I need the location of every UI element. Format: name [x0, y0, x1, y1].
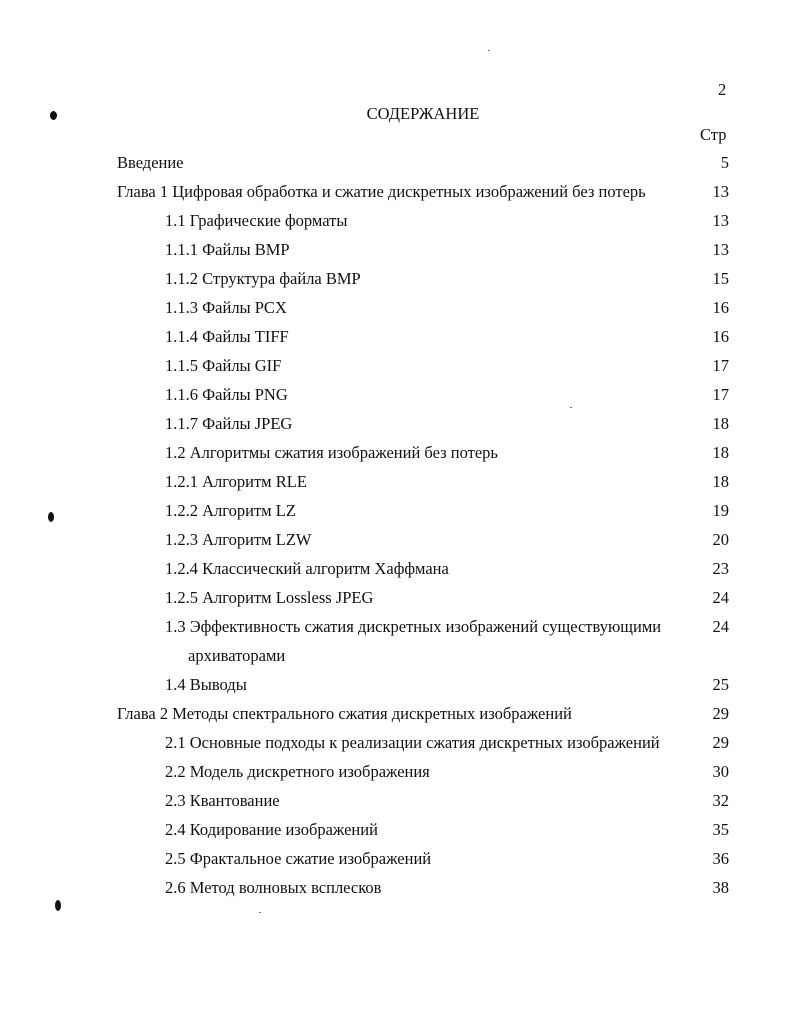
- toc-entry-title: 1.2 Алгоритмы сжатия изображений без потерь: [165, 443, 498, 462]
- toc-entry-page: 20: [712, 530, 729, 549]
- toc-entry-title: 1.4 Выводы: [165, 675, 247, 694]
- toc-entry-title-continuation: архиваторами: [188, 646, 286, 665]
- toc-entry-page: 29: [712, 733, 729, 752]
- toc-entry: [0, 472, 799, 494]
- toc-entry-title: 1.2.5 Алгоритм Lossless JPEG: [165, 588, 374, 607]
- toc-entry-page: 18: [712, 414, 729, 433]
- toc-entry-page: 15: [712, 269, 729, 288]
- toc-entry-title: 2.1 Основные подходы к реализации сжатия дискретных изображений: [165, 733, 660, 752]
- toc-entry-page: 38: [712, 878, 729, 897]
- toc-entry: [0, 414, 799, 436]
- toc-entry-page: 36: [712, 849, 729, 868]
- toc-entry-page: 24: [712, 617, 729, 636]
- toc-entry: [0, 182, 799, 204]
- page-column-header: Стр: [700, 125, 727, 144]
- toc-entry-title: 1.2.1 Алгоритм RLE: [165, 472, 307, 491]
- toc-entry: [0, 849, 799, 871]
- toc-entry-page: 29: [712, 704, 729, 723]
- toc-entry-title: 1.1.7 Файлы JPEG: [165, 414, 293, 433]
- toc-entry: [0, 791, 799, 813]
- toc-entry-page: 5: [720, 153, 729, 172]
- toc-entry-page: 16: [712, 327, 729, 346]
- toc-entry: [0, 153, 799, 175]
- toc-entry-page: 13: [712, 211, 729, 230]
- toc-entry-title: 1.2.2 Алгоритм LZ: [165, 501, 296, 520]
- toc-entry-page: 18: [712, 443, 729, 462]
- toc-entry: [0, 675, 799, 697]
- toc-entry: [0, 588, 799, 610]
- toc-entry-title: Глава 1 Цифровая обработка и сжатие дискретных изображений без потерь: [117, 182, 646, 201]
- toc-title: СОДЕРЖАНИЕ: [366, 104, 480, 123]
- toc-entry-title: 1.1.6 Файлы PNG: [165, 385, 288, 404]
- punch-mark-top: [50, 111, 57, 120]
- toc-entry: [0, 501, 799, 523]
- toc-entry: [0, 762, 799, 784]
- toc-entry: [0, 356, 799, 378]
- toc-entry-title: Введение: [117, 153, 184, 172]
- toc-entry-page: 23: [712, 559, 729, 578]
- toc-entry: [0, 443, 799, 465]
- toc-entry-page: 19: [712, 501, 729, 520]
- toc-entry: [0, 269, 799, 291]
- toc-entry-title: 1.3 Эффективность сжатия дискретных изображений существующими: [165, 617, 662, 636]
- toc-entry-page: 25: [712, 675, 729, 694]
- toc-entry: [0, 385, 799, 407]
- toc-entry-title: 2.6 Метод волновых всплесков: [165, 878, 382, 897]
- toc-entry-page: 16: [712, 298, 729, 317]
- toc-entry-page: 17: [712, 385, 729, 404]
- scan-speck: [570, 407, 572, 408]
- toc-entry-title: 1.1.5 Файлы GIF: [165, 356, 282, 375]
- toc-entry-title: 2.5 Фрактальное сжатие изображений: [165, 849, 432, 868]
- toc-entry-title: 1.1 Графические форматы: [165, 211, 348, 230]
- punch-mark-bottom: [55, 900, 61, 911]
- toc-entry-page: 13: [712, 182, 729, 201]
- toc-entry: [0, 240, 799, 262]
- toc-entry-page: 18: [712, 472, 729, 491]
- toc-entry-title: Глава 2 Методы спектрального сжатия дискретных изображений: [117, 704, 572, 723]
- toc-entry: [0, 704, 799, 726]
- toc-entry-page: 24: [712, 588, 729, 607]
- toc-entry-title: 2.2 Модель дискретного изображения: [165, 762, 430, 781]
- page-number: 2: [718, 80, 727, 99]
- toc-entry-page: 17: [712, 356, 729, 375]
- toc-entry-page: 35: [712, 820, 729, 839]
- toc-entry-title: 2.4 Кодирование изображений: [165, 820, 378, 839]
- toc-entry: [0, 820, 799, 842]
- toc-entry-title: 1.1.4 Файлы TIFF: [165, 327, 289, 346]
- toc-entry: [0, 617, 799, 665]
- toc-entry-title: 1.2.4 Классический алгоритм Хаффмана: [165, 559, 449, 578]
- toc-entry: [0, 211, 799, 233]
- toc-entry-page: 30: [712, 762, 729, 781]
- toc-entry-title: 1.1.1 Файлы BMP: [165, 240, 290, 259]
- toc-entry: [0, 878, 799, 900]
- toc-entry: [0, 733, 799, 755]
- toc-entry-page: 13: [712, 240, 729, 259]
- toc-entry-title: 1.1.3 Файлы PCX: [165, 298, 287, 317]
- scan-speck: [488, 50, 490, 51]
- scan-speck: [259, 912, 261, 913]
- toc-entry: [0, 559, 799, 581]
- toc-entry-title: 1.1.2 Структура файла BMP: [165, 269, 361, 288]
- punch-mark-middle: [48, 512, 54, 522]
- toc-entry: [0, 298, 799, 320]
- toc-entry: [0, 327, 799, 349]
- toc-entry-title: 1.2.3 Алгоритм LZW: [165, 530, 312, 549]
- toc-entry-page: 32: [712, 791, 729, 810]
- toc-entry: [0, 530, 799, 552]
- toc-entry-title: 2.3 Квантование: [165, 791, 280, 810]
